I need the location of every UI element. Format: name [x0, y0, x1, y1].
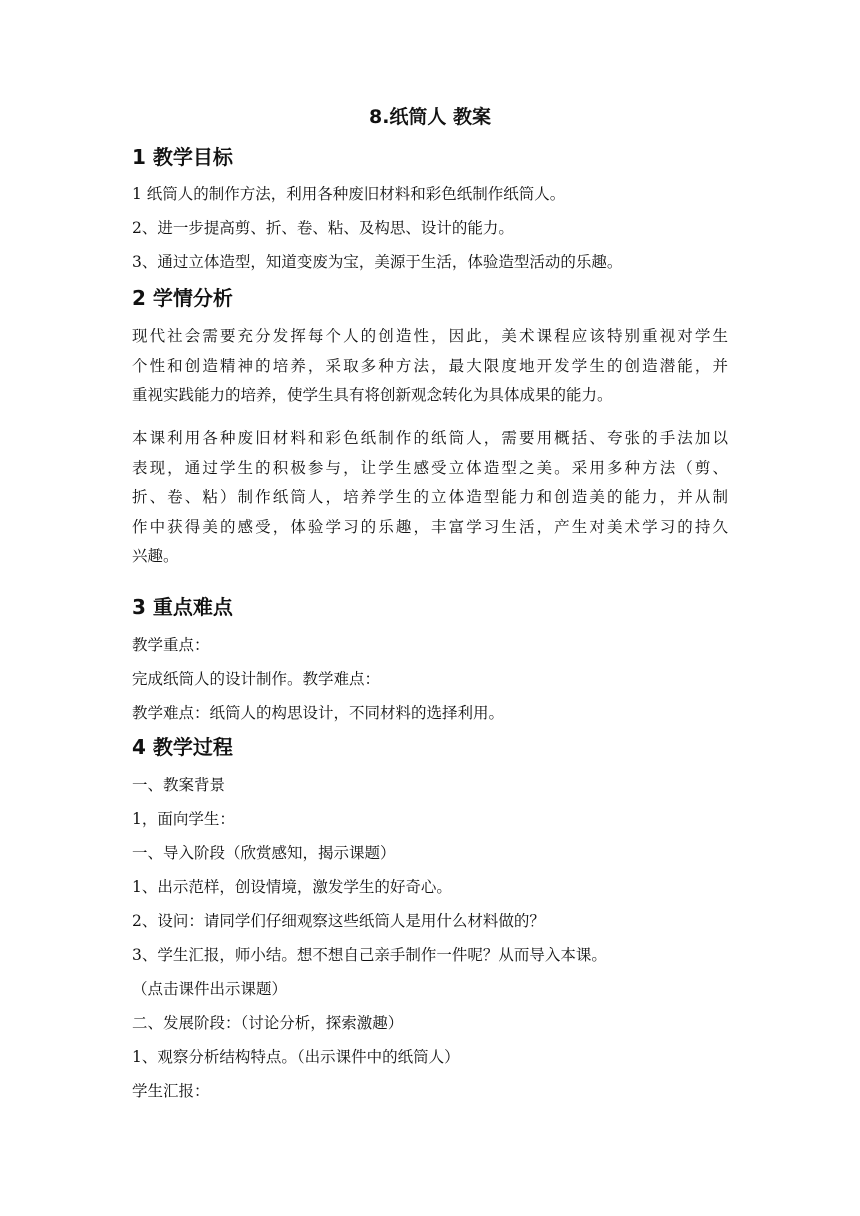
process-line-10: 学生汇报：: [132, 1082, 210, 1100]
key-point-line-1: 教学重点：: [132, 636, 210, 654]
key-point-line-2: 完成纸筒人的设计制作。教学难点：: [132, 670, 381, 688]
process-line-8: 二、发展阶段：（讨论分析，探索激趣）: [132, 1014, 404, 1032]
process-line-7: （点击课件出示课题）: [132, 980, 288, 998]
analysis-p2-line-1: 本课利用各种废旧材料和彩色纸制作的纸筒人，需要用概括、夸张的手法加以: [132, 429, 728, 447]
section-heading-analysis: 2 学情分析: [132, 286, 233, 310]
analysis-p1-line-2: 个性和创造精神的培养，采取多种方法，最大限度地开发学生的创造潜能，并: [132, 356, 728, 375]
process-line-9: 1、观察分析结构特点。（出示课件中的纸筒人）: [132, 1048, 460, 1066]
analysis-p2-line-5: 兴趣。: [132, 547, 179, 565]
analysis-p2-line-2: 表现，通过学生的积极参与，让学生感受立体造型之美。采用多种方法（剪、: [132, 458, 728, 477]
analysis-p2-line-4: 作中获得美的感受，体验学习的乐趣，丰富学习生活，产生对美术学习的持久: [132, 517, 728, 536]
section-heading-key-points: 3 重点难点: [132, 595, 233, 619]
process-line-4: 1、出示范样，创设情境，激发学生的好奇心。: [132, 878, 452, 896]
process-line-3: 一、导入阶段（欣赏感知，揭示课题）: [132, 844, 396, 862]
analysis-p1-line-3: 重视实践能力的培养，使学生具有将创新观念转化为具体成果的能力。: [132, 386, 613, 404]
analysis-p1-line-1: 现代社会需要充分发挥每个人的创造性，因此，美术课程应该特别重视对学生: [132, 327, 728, 345]
document-title: 8.纸筒人 教案: [368, 106, 492, 128]
process-line-6: 3、学生汇报，师小结。想不想自己亲手制作一件呢？从而导入本课。: [132, 946, 607, 964]
analysis-p2-line-3: 折、卷、粘）制作纸筒人，培养学生的立体造型能力和创造美的能力，并从制: [132, 488, 728, 506]
analysis-paragraph-2: [132, 424, 728, 572]
objective-line-3: 3、通过立体造型，知道变废为宝，美源于生活，体验造型活动的乐趣。: [132, 253, 623, 271]
key-point-line-3: 教学难点：纸筒人的构思设计，不同材料的选择利用。: [132, 704, 505, 722]
section-heading-objectives: 1 教学目标: [132, 145, 233, 169]
section-heading-process: 4 教学过程: [132, 735, 233, 759]
process-line-5: 2、设问：请同学们仔细观察这些纸筒人是用什么材料做的？: [132, 912, 545, 930]
analysis-paragraph-1: [132, 322, 728, 411]
objective-line-1: 1 纸筒人的制作方法，利用各种废旧材料和彩色纸制作纸筒人。: [132, 185, 566, 203]
process-line-1: 一、教案背景: [132, 776, 226, 794]
process-line-2: 1，面向学生：: [132, 810, 235, 828]
objective-line-2: 2、进一步提高剪、折、卷、粘、及构思、设计的能力。: [132, 219, 514, 237]
